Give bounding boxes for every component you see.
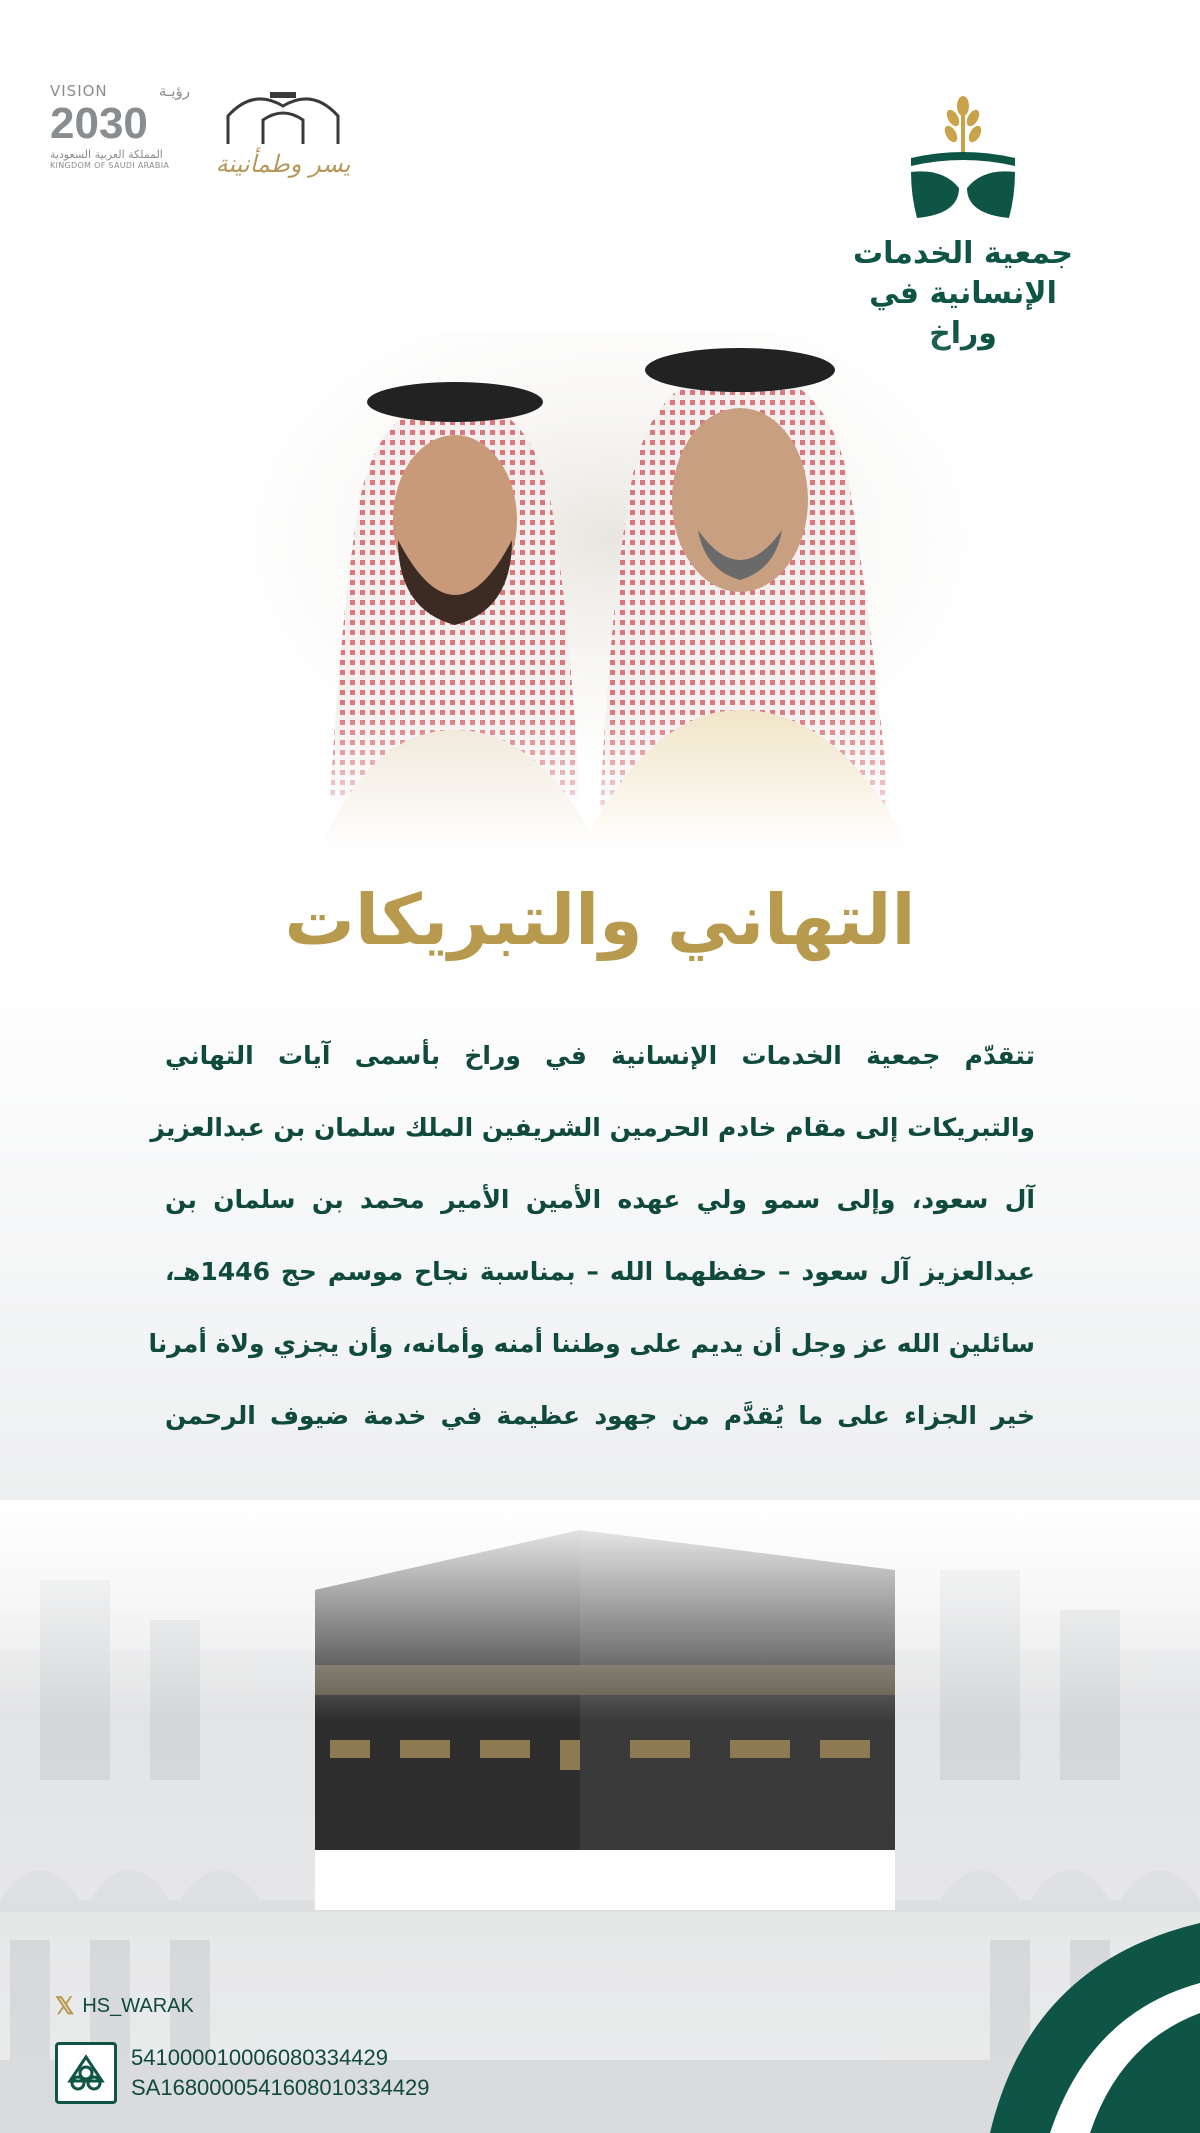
social-account[interactable] (55, 1992, 194, 2021)
yusr-text: يسر وطمأنينة (215, 150, 351, 178)
mosque-arch-icon (208, 86, 358, 146)
body-line: خير الجزاء على ما يُقدَّم من جهود عظيمة في خدمة ضيوف الرحمن (165, 1401, 1035, 1430)
organization-logo (838, 96, 1088, 354)
message-body (148, 1020, 1035, 1452)
organization-name-line2: الإنسانية في (869, 276, 1057, 311)
bank-details (55, 2042, 430, 2104)
body-line: سائلين الله عز وجل أن يديم على وطننا أمنه وأمانه، وأن يجزي ولاة أمرنا (148, 1329, 1035, 1358)
vision-sub-en: KINGDOM OF SAUDI ARABIA (50, 161, 170, 170)
body-line: عبدالعزيز آل سعود – حفظهما الله – بمناسبة نجاح موسم حج 1446هـ، (165, 1257, 1035, 1286)
vision-word-ar: رؤيـة (158, 82, 190, 100)
body-line: آل سعود، وإلى سمو ولي عهده الأمين الأمير محمد بن سلمان بن (165, 1185, 1035, 1214)
organization-name-line1: جمعية الخدمات (852, 236, 1074, 271)
body-line: والتبريكات إلى مقام خادم الحرمين الشريفين الملك سلمان بن عبدالعزيز (150, 1113, 1035, 1142)
corner-decoration (990, 1923, 1200, 2133)
yusr-logo (208, 86, 358, 178)
iban-number: SA1680000541608010334429 (131, 2075, 430, 2100)
body-line: تتقدّم جمعية الخدمات الإنسانية في وراخ بأسمى آيات التهاني (165, 1041, 1035, 1070)
page-title: التهاني والتبريكات (284, 879, 916, 961)
social-handle: HS_WARAK (82, 1995, 194, 2017)
vision-word-en: VISION (50, 82, 108, 100)
vision-year: 2030 (50, 99, 148, 148)
leaders-portrait (220, 330, 1000, 850)
x-logo-icon: 𝕏 (55, 1993, 75, 2020)
vision-2030-logo (50, 82, 190, 170)
vision-sub-ar: المملكة العربية السعودية (50, 148, 163, 161)
account-number: 541000010006080334429 (131, 2045, 388, 2070)
wheat-logo-icon (903, 96, 1023, 226)
bank-logo-icon (55, 2042, 117, 2104)
